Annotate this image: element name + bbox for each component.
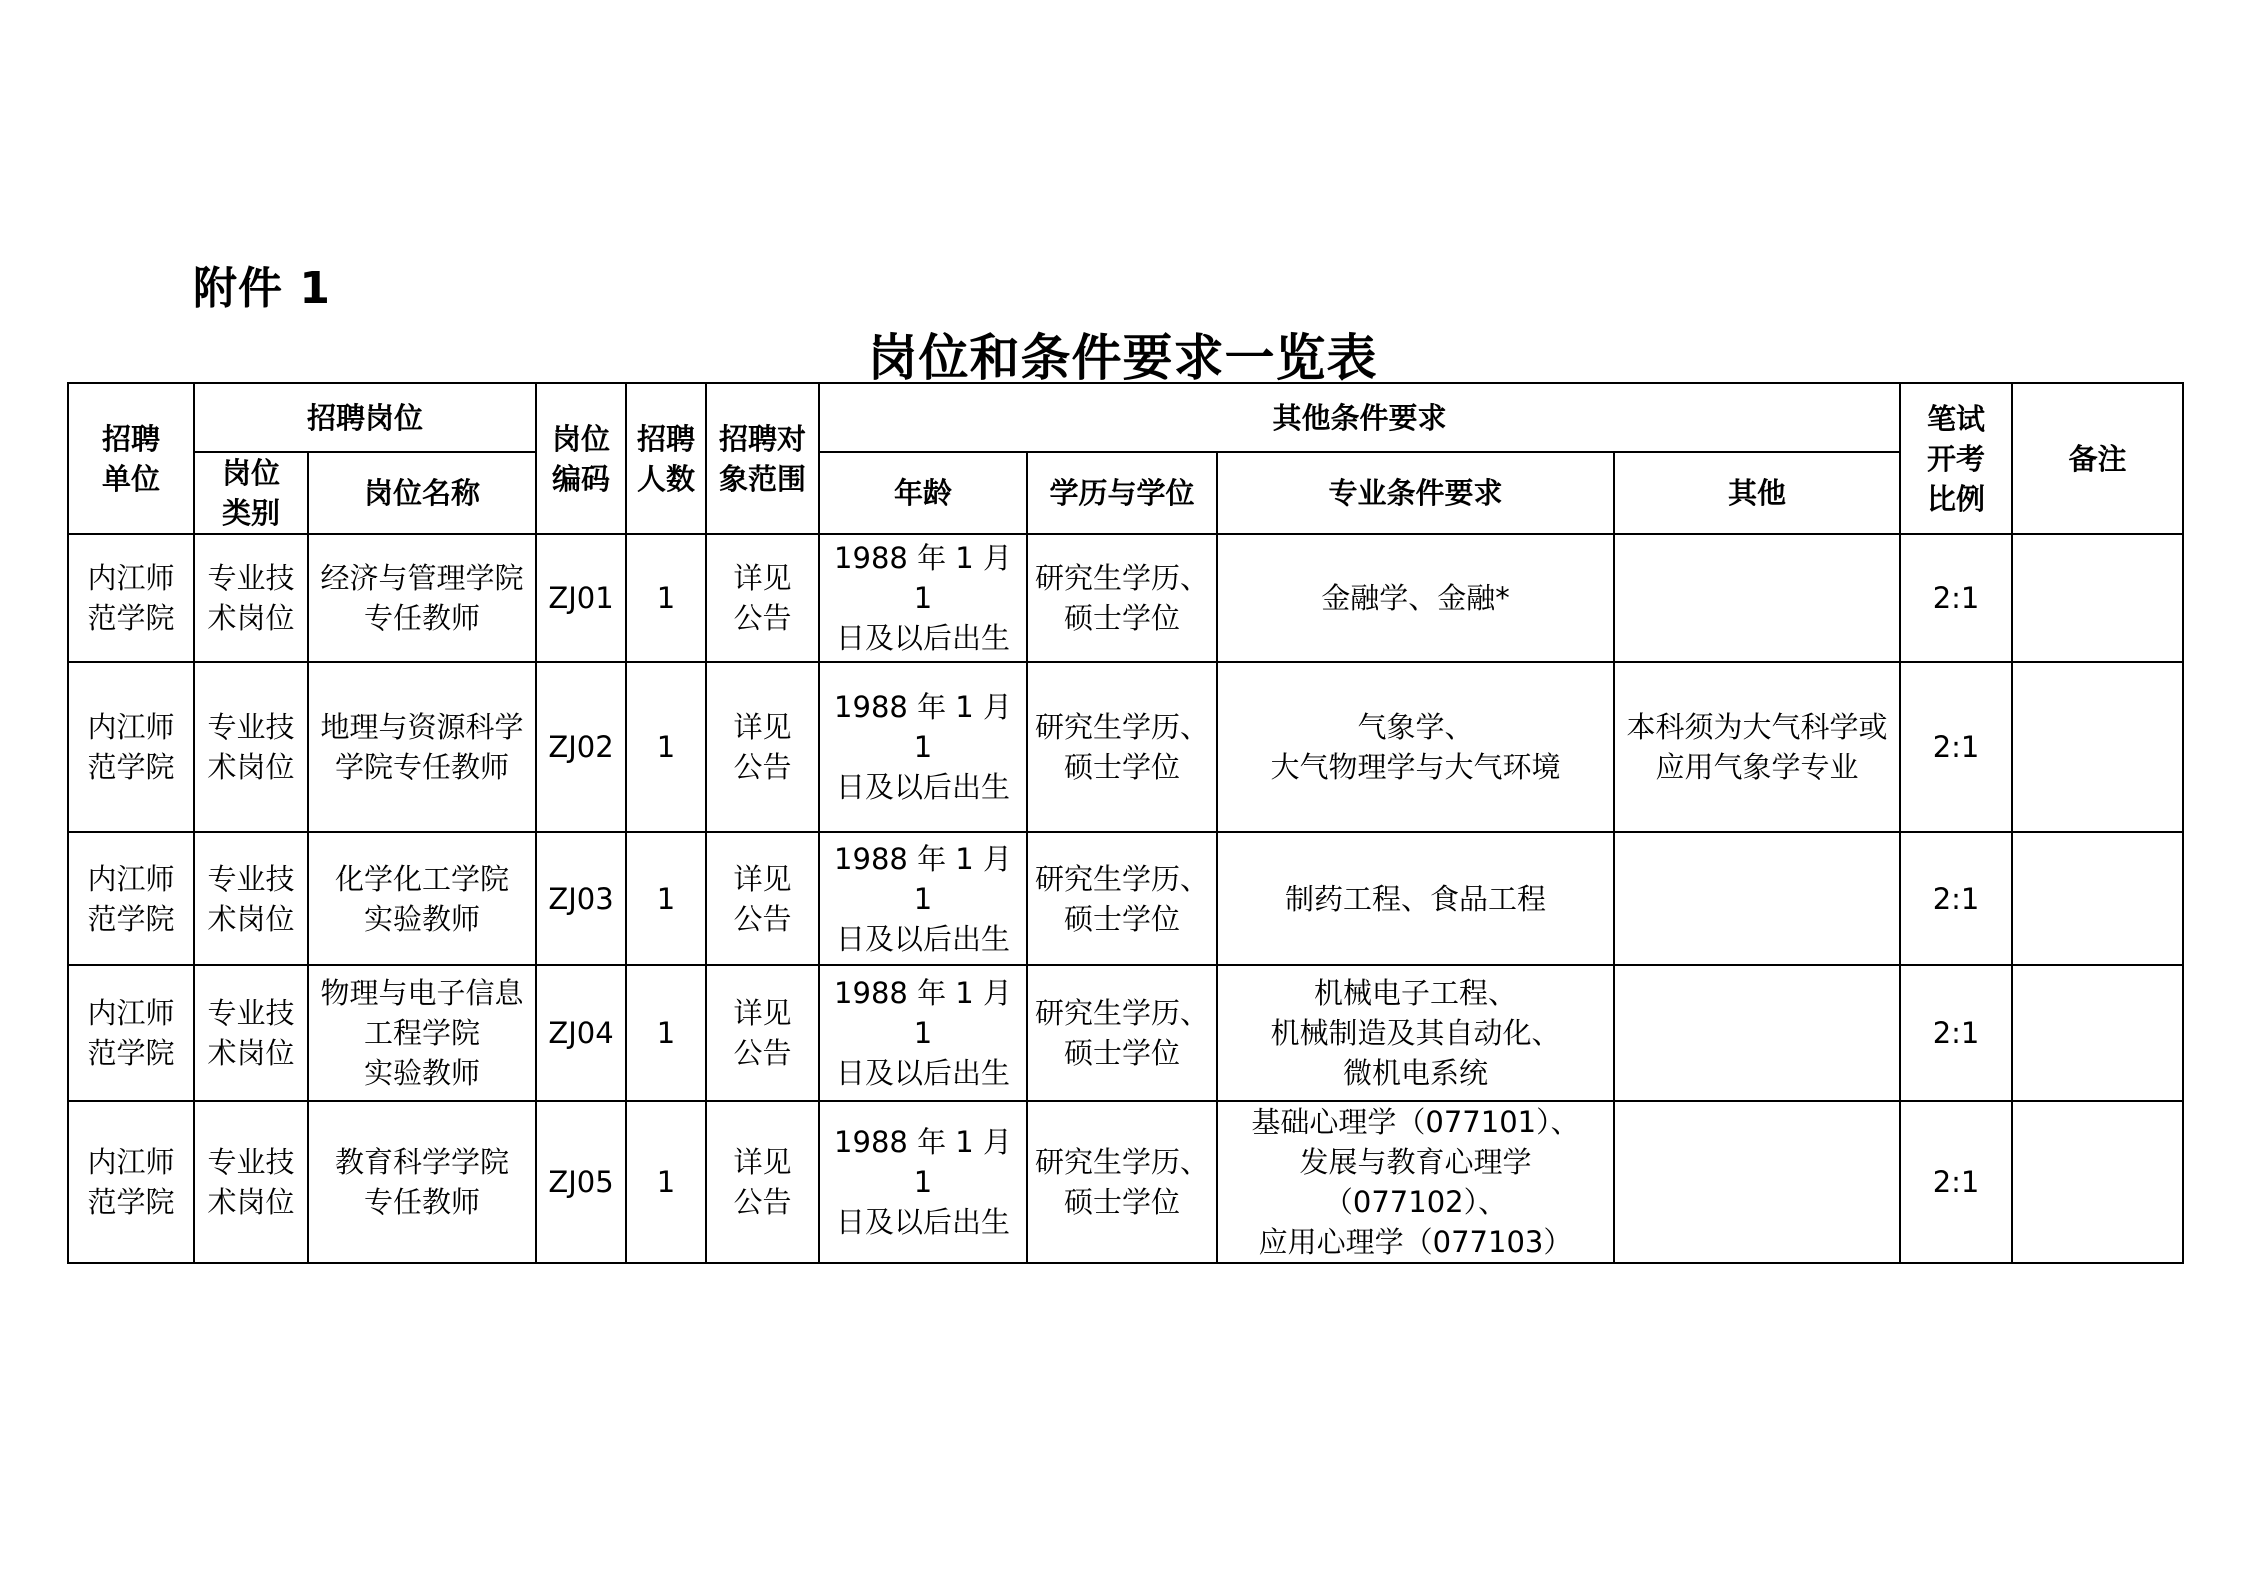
- cell-name: 教育科学学院 专任教师: [308, 1101, 536, 1263]
- cell-remarks: [2012, 534, 2183, 662]
- cell-education: 研究生学历、 硕士学位: [1027, 662, 1217, 832]
- cell-remarks: [2012, 832, 2183, 965]
- cell-name: 化学化工学院 实验教师: [308, 832, 536, 965]
- cell-category: 专业技 术岗位: [194, 965, 308, 1101]
- cell-count: 1: [626, 662, 706, 832]
- cell-unit: 内江师 范学院: [68, 1101, 194, 1263]
- cell-count: 1: [626, 534, 706, 662]
- cell-code: ZJ03: [536, 832, 626, 965]
- cell-other: [1614, 1101, 1900, 1263]
- cell-other: [1614, 965, 1900, 1101]
- cell-major: 基础心理学（077101）、 发展与教育心理学（077102）、 应用心理学（077103）: [1217, 1101, 1614, 1263]
- header-ratio: 笔试 开考 比例: [1900, 383, 2012, 534]
- cell-age: 1988 年 1 月 1 日及以后出生: [819, 965, 1027, 1101]
- cell-scope: 详见 公告: [706, 534, 819, 662]
- header-major: 专业条件要求: [1217, 452, 1614, 534]
- attachment-label: 附件 1: [193, 263, 331, 314]
- cell-remarks: [2012, 965, 2183, 1101]
- header-education: 学历与学位: [1027, 452, 1217, 534]
- cell-other: 本科须为大气科学或 应用气象学专业: [1614, 662, 1900, 832]
- header-scope: 招聘对 象范围: [706, 383, 819, 534]
- cell-education: 研究生学历、 硕士学位: [1027, 534, 1217, 662]
- cell-ratio: 2:1: [1900, 832, 2012, 965]
- cell-unit: 内江师 范学院: [68, 662, 194, 832]
- cell-remarks: [2012, 662, 2183, 832]
- cell-scope: 详见 公告: [706, 965, 819, 1101]
- header-name: 岗位名称: [308, 452, 536, 534]
- header-age: 年龄: [819, 452, 1027, 534]
- cell-scope: 详见 公告: [706, 832, 819, 965]
- cell-name: 经济与管理学院 专任教师: [308, 534, 536, 662]
- cell-code: ZJ04: [536, 965, 626, 1101]
- cell-education: 研究生学历、 硕士学位: [1027, 1101, 1217, 1263]
- cell-count: 1: [626, 1101, 706, 1263]
- header-row-primary: [68, 383, 2183, 452]
- cell-unit: 内江师 范学院: [68, 534, 194, 662]
- cell-ratio: 2:1: [1900, 1101, 2012, 1263]
- cell-category: 专业技 术岗位: [194, 832, 308, 965]
- cell-other: [1614, 832, 1900, 965]
- cell-age: 1988 年 1 月 1 日及以后出生: [819, 832, 1027, 965]
- header-unit: 招聘 单位: [68, 383, 194, 534]
- cell-age: 1988 年 1 月 1 日及以后出生: [819, 662, 1027, 832]
- cell-remarks: [2012, 1101, 2183, 1263]
- header-remarks: 备注: [2012, 383, 2183, 534]
- cell-name: 地理与资源科学 学院专任教师: [308, 662, 536, 832]
- cell-age: 1988 年 1 月 1 日及以后出生: [819, 534, 1027, 662]
- requirements-table: [67, 382, 2184, 1264]
- cell-major: 制药工程、食品工程: [1217, 832, 1614, 965]
- cell-age: 1988 年 1 月 1 日及以后出生: [819, 1101, 1027, 1263]
- cell-major: 机械电子工程、 机械制造及其自动化、 微机电系统: [1217, 965, 1614, 1101]
- cell-ratio: 2:1: [1900, 662, 2012, 832]
- cell-code: ZJ02: [536, 662, 626, 832]
- cell-education: 研究生学历、 硕士学位: [1027, 832, 1217, 965]
- cell-other: [1614, 534, 1900, 662]
- cell-code: ZJ01: [536, 534, 626, 662]
- cell-count: 1: [626, 832, 706, 965]
- header-category: 岗位 类别: [194, 452, 308, 534]
- cell-scope: 详见 公告: [706, 662, 819, 832]
- cell-major: 金融学、金融*: [1217, 534, 1614, 662]
- page-title: 岗位和条件要求一览表: [867, 329, 1378, 387]
- table-row: [68, 1101, 2183, 1263]
- table-row: [68, 662, 2183, 832]
- cell-unit: 内江师 范学院: [68, 965, 194, 1101]
- cell-scope: 详见 公告: [706, 1101, 819, 1263]
- header-other: 其他: [1614, 452, 1900, 534]
- cell-ratio: 2:1: [1900, 534, 2012, 662]
- cell-name: 物理与电子信息 工程学院 实验教师: [308, 965, 536, 1101]
- header-row-secondary: [68, 452, 2183, 534]
- header-code: 岗位 编码: [536, 383, 626, 534]
- cell-unit: 内江师 范学院: [68, 832, 194, 965]
- cell-education: 研究生学历、 硕士学位: [1027, 965, 1217, 1101]
- table-row: [68, 832, 2183, 965]
- cell-category: 专业技 术岗位: [194, 1101, 308, 1263]
- cell-ratio: 2:1: [1900, 965, 2012, 1101]
- cell-major: 气象学、 大气物理学与大气环境: [1217, 662, 1614, 832]
- cell-code: ZJ05: [536, 1101, 626, 1263]
- cell-count: 1: [626, 965, 706, 1101]
- cell-category: 专业技 术岗位: [194, 662, 308, 832]
- table-row: [68, 534, 2183, 662]
- table-row: [68, 965, 2183, 1101]
- header-conditions-group: 其他条件要求: [819, 383, 1900, 452]
- header-position-group: 招聘岗位: [194, 383, 536, 452]
- cell-category: 专业技 术岗位: [194, 534, 308, 662]
- header-count: 招聘 人数: [626, 383, 706, 534]
